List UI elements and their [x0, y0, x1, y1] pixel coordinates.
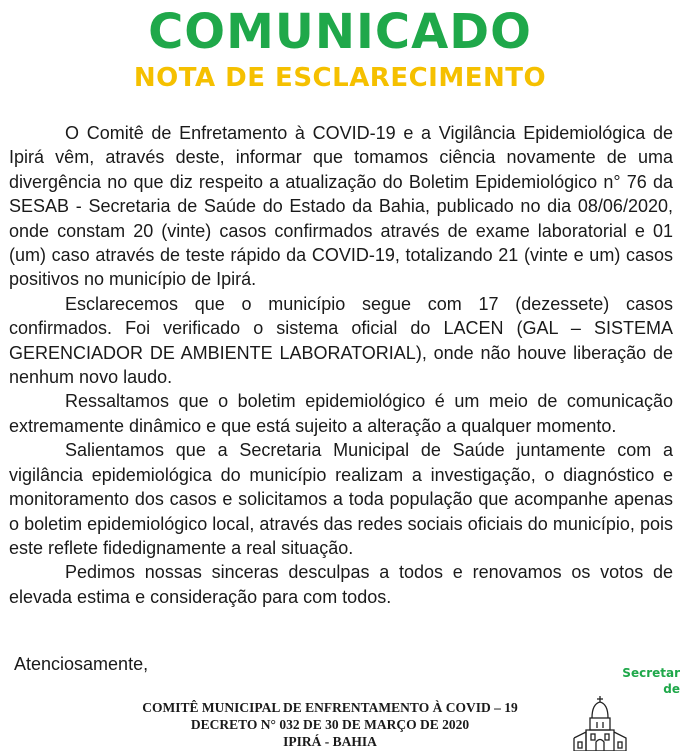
logo-text-line-1: Secretar [622, 666, 680, 680]
paragraph-3: Ressaltamos que o boletim epidemiológico é um meio de comunicação extremamente dinâmico e que está sujeito a alteração a qualquer momento. [9, 391, 673, 436]
closing-salutation: Atenciosamente, [14, 654, 149, 674]
paragraph-2: Esclarecemos que o município segue com 17 (dezessete) casos confirmados. Foi verificado o sistema oficial do LACEN (GAL – SISTEMA GERENCIADOR DE AMBIENTE LABORATORIAL), onde não houve liberação de nenhum novo laudo. [9, 293, 673, 388]
church-building-icon [568, 662, 680, 751]
signature-block [100, 699, 560, 750]
secretaria-logo [568, 662, 680, 751]
logo-text-line-2: de [663, 682, 680, 696]
document-subtitle: NOTA DE ESCLARECIMENTO [133, 63, 547, 93]
paragraph-1: O Comitê de Enfretamento à COVID-19 e a Vigilância Epidemiológica de Ipirá vêm, através deste, informar que tomamos ciência novamente de uma divergência no que diz respeito a atualização do Boletim Epidemiológico n° 76 da SESAB - Secretaria de Saúde do Estado da Bahia, publicado no dia 08/06/2020, onde constam 20 (vinte) casos confirmados através de exame laboratorial e 01 (um) caso através de teste rápido da COVID-19, totalizando 21 (vinte e um) casos positivos no município de Ipirá. [9, 123, 673, 290]
document-body [9, 121, 673, 609]
document-title: COMUNICADO [148, 4, 532, 60]
signature-line-2: DECRETO N° 032 DE 30 DE MARÇO DE 2020 [190, 717, 470, 732]
paragraph-5: Pedimos nossas sinceras desculpas a todos e renovamos os votos de elevada estima e consideração para com todos. [9, 562, 673, 607]
signature-line-3: IPIRÁ - BAHIA [283, 734, 377, 749]
paragraph-4: Salientamos que a Secretaria Municipal de Saúde juntamente com a vigilância epidemiológica do município realizam a investigação, o diagnóstico e monitoramento dos casos e solicitamos a toda população que acompanhe apenas o boletim epidemiológico local, através das redes sociais oficiais do município, pois este reflete fidedignamente a real situação. [9, 440, 673, 558]
signature-line-1: COMITÊ MUNICIPAL DE ENFRENTAMENTO À COVID – 19 [142, 700, 518, 715]
